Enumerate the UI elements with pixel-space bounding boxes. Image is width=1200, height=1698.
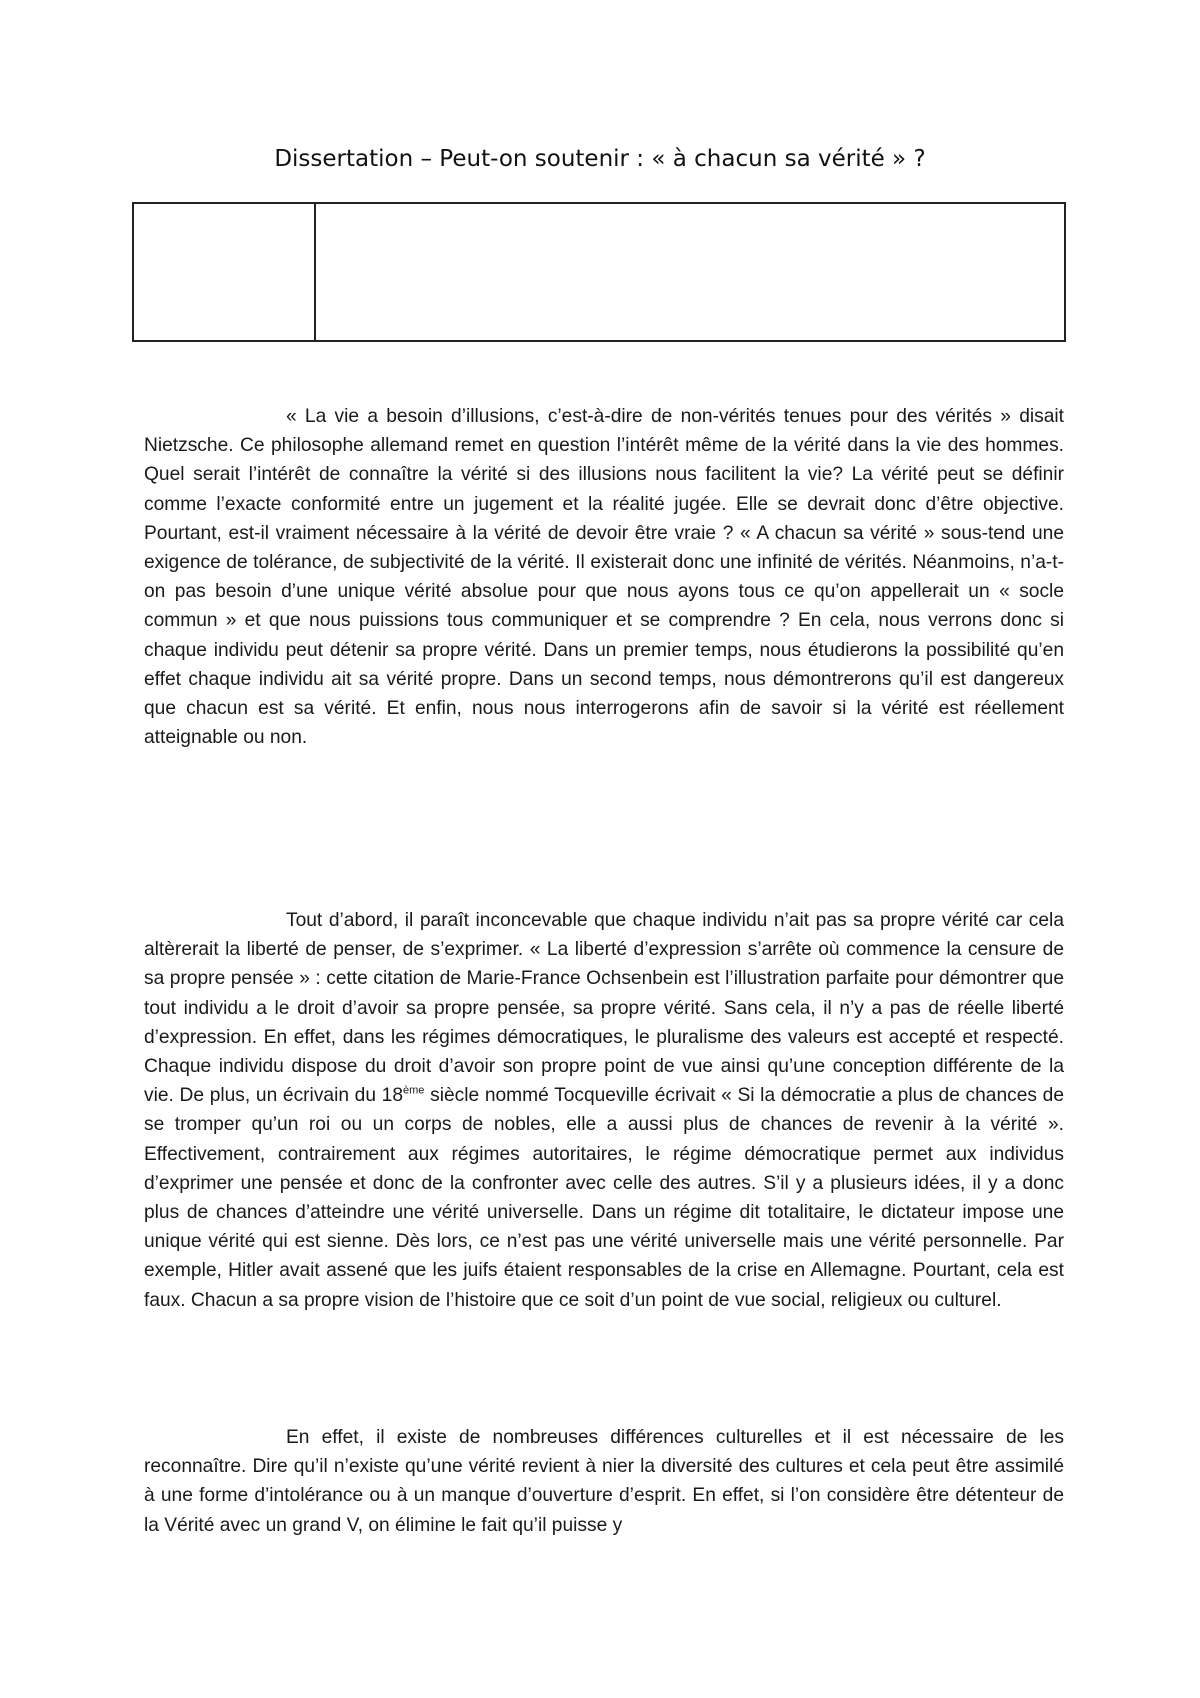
body-paragraph-1 — [144, 906, 1064, 1315]
superscript-ordinal: ème — [403, 1084, 425, 1097]
introduction-paragraph: « La vie a besoin d’illusions, c’est-à-dire de non-vérités tenues pour des vérités » disait Nietzsche. Ce philosophe allemand remet en question l’intérêt même de la vérité dans la vie des hommes. Quel serait l’intérêt de connaître la vérité si des illusions nous facilitent la vie? La vérité peut se définir comme l’exacte conformité entre un jugement et la réalité jugée. Elle se devrait donc d’être objective. Pourtant, est-il vraiment nécessaire à la vérité de devoir être vraie ? « A chacun sa vérité » sous-tend une exigence de tolérance, de subjectivité de la vérité. Il existerait donc une infinité de vérités. Néanmoins, n’a-t-on pas besoin d’une unique vérité absolue pour que nous ayons tous ce qu’on appellerait un « socle commun » et que nous puissions tous communiquer et se comprendre ? En cela, nous verrons donc si chaque individu peut détenir sa propre vérité. Dans un premier temps, nous étudierons la possibilité qu’en effet chaque individu ait sa vérité propre. Dans un second temps, nous démontrerons qu’il est dangereux que chacun est sa vérité. Et enfin, nous nous interrogerons afin de savoir si la vérité est réellement atteignable ou non. — [144, 406, 1064, 749]
comment-cell — [316, 204, 1064, 340]
grade-cell — [134, 204, 316, 340]
document-title: Dissertation – Peut-on soutenir : « à chacun sa vérité » ? — [274, 146, 926, 172]
body-paragraph-2: En effet, il existe de nombreuses différences culturelles et il est nécessaire de les reconnaître. Dire qu’il n’existe qu’une vérité revient à nier la diversité des cultures et cela peut être assimilé à une forme d’intolérance ou à un manque d’ouverture d’esprit. En effet, si l’on considère être détenteur de la Vérité avec un grand V, on élimine le fait qu’il puisse y — [144, 1427, 1064, 1536]
grade-table — [132, 202, 1066, 342]
paragraph-text-part-2: siècle nommé Tocqueville écrivait « Si la démocratie a plus de chances de se tromper qu’un roi ou un corps de nobles, elle a aussi plus de chances de revenir à la vérité ». Effectivement, contrairement aux régimes autoritaires, le régime démocratique permet aux individus d’exprimer une pensée et donc de la confronter avec celle des autres. S’il y a plusieurs idées, il y a donc plus de chances d’atteindre une vérité universelle. Dans un régime dit totalitaire, le dictateur impose une unique vérité qui est sienne. Dès lors, ce n’est pas une vérité universelle mais une vérité personnelle. Par exemple, Hitler avait assené que les juifs étaient responsables de la crise en Allemagne. Pourtant, cela est faux. Chacun a sa propre vision de l’histoire que ce soit d’un point de vue social, religieux ou culturel. — [144, 1085, 1065, 1311]
paragraph-text-part-1: Tout d’abord, il paraît inconcevable que chaque individu n’ait pas sa propre vérité car cela altèrerait la liberté de penser, de s’exprimer. « La liberté d’expression s’arrête où commence la censure de sa propre pensée » : cette citation de Marie-France Ochsenbein est l’illustration parfaite pour démontrer que tout individu a le droit d’avoir sa propre pensée, sa propre vérité. Sans cela, il n’y a pas de réelle liberté d’expression. En effet, dans les régimes démocratiques, le pluralisme des valeurs est accepté et respecté. Chaque individu dispose du droit d’avoir son propre point de vue ainsi qu’une conception différente de la vie. De plus, un écrivain du 18 — [144, 910, 1064, 1107]
